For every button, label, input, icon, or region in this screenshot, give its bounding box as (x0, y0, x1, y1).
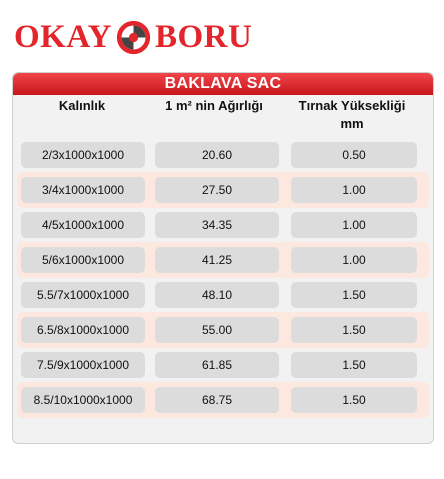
cell-weight: 68.75 (155, 387, 279, 413)
table-row (17, 382, 429, 418)
header-tread-height: Tırnak Yüksekliği mm (298, 98, 406, 131)
cell-thickness: 8.5/10x1000x1000 (21, 387, 145, 413)
cell-tread-height: 1.00 (291, 247, 417, 273)
table-row (17, 347, 429, 383)
cell-tread-height: 1.00 (291, 212, 417, 238)
cell-weight: 61.85 (155, 352, 279, 378)
table-row (17, 137, 429, 173)
header-weight: 1 m² nin Ağırlığı (165, 98, 263, 113)
cell-weight: 27.50 (155, 177, 279, 203)
table-row (17, 207, 429, 243)
cell-tread-height: 1.00 (291, 177, 417, 203)
cell-thickness: 2/3x1000x1000 (21, 142, 145, 168)
cell-weight: 20.60 (155, 142, 279, 168)
cell-tread-height: 1.50 (291, 317, 417, 343)
cell-thickness: 6.5/8x1000x1000 (21, 317, 145, 343)
table-row (17, 312, 429, 348)
cell-thickness: 5.5/7x1000x1000 (21, 282, 145, 308)
cell-thickness: 3/4x1000x1000 (21, 177, 145, 203)
table-row (17, 172, 429, 208)
cell-thickness: 5/6x1000x1000 (21, 247, 145, 273)
cell-thickness: 4/5x1000x1000 (21, 212, 145, 238)
table-row (17, 277, 429, 313)
logo-emblem-icon (115, 19, 152, 56)
logo-left-text: OKAY (14, 18, 112, 55)
cell-tread-height: 1.50 (291, 282, 417, 308)
company-logo (14, 14, 252, 60)
table-title: BAKLAVA SAC (13, 73, 433, 95)
cell-weight: 55.00 (155, 317, 279, 343)
spec-table (12, 72, 434, 444)
cell-weight: 41.25 (155, 247, 279, 273)
cell-thickness: 7.5/9x1000x1000 (21, 352, 145, 378)
cell-weight: 48.10 (155, 282, 279, 308)
cell-tread-height: 0.50 (291, 142, 417, 168)
cell-tread-height: 1.50 (291, 387, 417, 413)
header-thickness: Kalınlık (58, 98, 106, 113)
cell-weight: 34.35 (155, 212, 279, 238)
table-row (17, 242, 429, 278)
cell-tread-height: 1.50 (291, 352, 417, 378)
logo-right-text: BORU (154, 18, 253, 55)
